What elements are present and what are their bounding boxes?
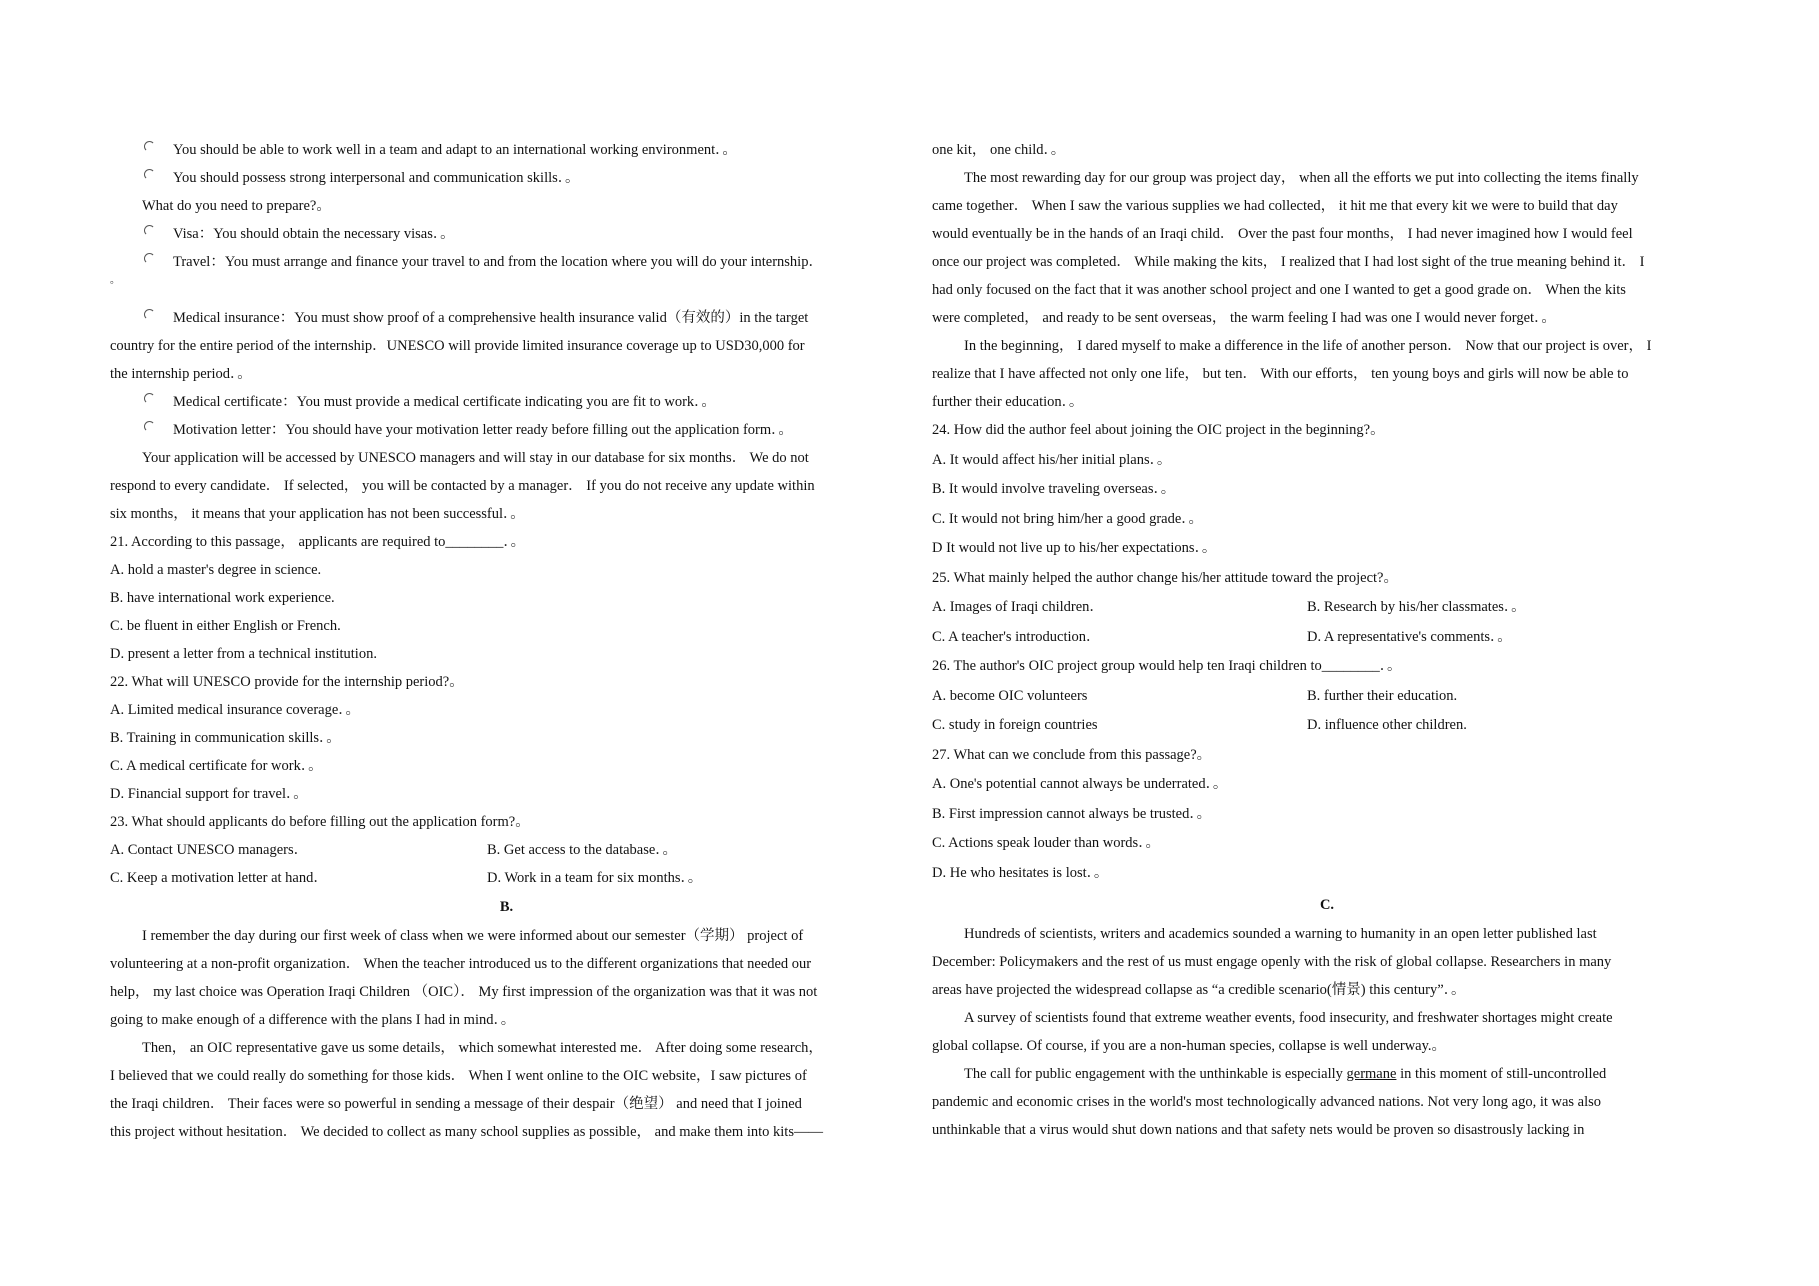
option: D. influence other children. (1307, 717, 1467, 733)
list-item-travel: Travel：You must arrange and finance your travel to and from the location where you will do your internship． (110, 248, 903, 276)
option: C. Actions speak louder than words．。 (932, 835, 1160, 851)
paragraph-line: further their education．。 (932, 394, 1084, 410)
option: D. Work in a team for six months．。 (487, 870, 703, 886)
option: A. Limited medical insurance coverage．。 (110, 702, 361, 718)
right-column (932, 136, 1722, 1144)
option: D. A representative's comments．。 (1307, 628, 1512, 645)
paragraph-line: help， my last choice was Operation Iraqi Children （OIC）． My first impression of the organization was that it was not (110, 984, 818, 1000)
option: A. hold a master's degree in science. (110, 562, 322, 578)
option: B. have international work experience. (110, 590, 335, 606)
option: C. It would not bring him/her a good grade．。 (932, 510, 1204, 527)
paragraph-line: would eventually be in the hands of an Iraqi child． Over the past four months， I had never imagined how I would feel (932, 226, 1633, 242)
paragraph-line: The most rewarding day for our group was project day， when all the efforts we put into collecting the items finally (964, 170, 1639, 186)
radio-bullet-icon (144, 169, 155, 180)
question-27: 27. What can we conclude from this passage?。 (932, 746, 1212, 763)
list-item-certificate: Medical certificate：You must provide a medical certificate indicating you are fit to work．。 (110, 388, 903, 416)
paragraph-line: unthinkable that a virus would shut down nations and that safety nets would be proven so disastrously lacking in (932, 1122, 1585, 1138)
option: A. become OIC volunteers (932, 687, 1088, 704)
option: C. A medical certificate for work．。 (110, 758, 323, 774)
paragraph-line: December: Policymakers and the rest of us must engage openly with the risk of global collapse. Researchers in many (932, 954, 1612, 970)
option: C. be fluent in either English or French. (110, 618, 341, 634)
question-22: 22. What will UNESCO provide for the internship period?。 (110, 674, 464, 690)
paragraph-line: this project without hesitation． We decided to collect as many school supplies as possible， and make them into kits—— (110, 1124, 823, 1140)
option: B. Research by his/her classmates．。 (1307, 599, 1526, 615)
paragraph-line: were completed， and ready to be sent overseas， the warm feeling I had was one I would never forget．。 (932, 310, 1556, 326)
paragraph-line: I believed that we could really do something for those kids． When I went online to the OIC website，I saw pictures of (110, 1068, 807, 1084)
paragraph-line: the Iraqi children． Their faces were so powerful in sending a message of their despair（绝望） and need that I joined (110, 1096, 802, 1112)
option-row (932, 682, 1722, 712)
paragraph-line: Your application will be accessed by UNESCO managers and will stay in our database for six months． We do not (142, 450, 809, 466)
option: B. further their education. (1307, 687, 1458, 704)
radio-bullet-icon (144, 141, 155, 152)
option: D It would not live up to his/her expectations．。 (932, 540, 1217, 556)
option: B. Get access to the database．。 (487, 842, 678, 858)
list-item-medical-insurance: Medical insurance：You must show proof of a comprehensive health insurance valid（有效的）in the target (110, 304, 903, 332)
paragraph-line: In the beginning， I dared myself to make a difference in the life of another person． Now that our project is over， I (964, 338, 1652, 354)
list-item: You should be able to work well in a team and adapt to an international working environment．。 (110, 136, 903, 164)
paragraph-line: A survey of scientists found that extreme weather events, food insecurity, and freshwater shortages might create (964, 1010, 1613, 1026)
paragraph-line: one kit， one child．。 (932, 142, 1066, 158)
option: A. Contact UNESCO managers． (110, 842, 309, 858)
option-row (110, 836, 903, 864)
paragraph-line: country for the entire period of the internship．UNESCO will provide limited insurance coverage up to USD30,000 for (110, 338, 805, 354)
option: C. study in foreign countries (932, 717, 1098, 733)
option: B. First impression cannot always be trusted．。 (932, 805, 1212, 822)
list-item-visa: Visa：You should obtain the necessary visas．。 (110, 220, 903, 248)
left-column (110, 136, 903, 1146)
paragraph-line: once our project was completed． While making the kits， I realized that I had lost sight of the true meaning behind it． I (932, 254, 1645, 270)
prepare-heading: What do you need to prepare?。 (142, 198, 331, 214)
option: C. A teacher's introduction． (932, 628, 1101, 645)
list-item: You should possess strong interpersonal and communication skills．。 (110, 164, 903, 192)
section-heading-b: B. (499, 899, 514, 915)
stray-mark: 。 (110, 275, 120, 286)
paragraph-line: global collapse. Of course, if you are a non-human species, collapse is well underway.。 (932, 1038, 1447, 1054)
question-26: 26. The author's OIC project group would help ten Iraqi children to________．。 (932, 658, 1402, 674)
paragraph-line: volunteering at a non-profit organization． When the teacher introduced us to the different organizations that needed our (110, 956, 812, 972)
paragraph-line: pandemic and economic crises in the world's most technologically advanced nations. Not very long ago, it was also (932, 1094, 1602, 1110)
option: D. He who hesitates is lost．。 (932, 864, 1109, 881)
list-item-motivation: Motivation letter：You should have your motivation letter ready before filling out the application form．。 (110, 416, 903, 444)
question-24: 24. How did the author feel about joining the OIC project in the beginning?。 (932, 422, 1385, 438)
option: A. Images of Iraqi children． (932, 599, 1104, 615)
radio-bullet-icon (144, 253, 155, 264)
section-heading-c: C. (1319, 897, 1335, 913)
option-row (932, 711, 1722, 741)
paragraph-line: going to make enough of a difference with the plans I had in mind．。 (110, 1012, 516, 1028)
option: D. Financial support for travel．。 (110, 786, 308, 802)
underlined-word: germane (1346, 1066, 1397, 1082)
option: A. One's potential cannot always be underrated．。 (932, 776, 1228, 792)
paragraph-line: the internship period．。 (110, 366, 252, 382)
option-row (110, 864, 903, 892)
radio-bullet-icon (144, 393, 155, 404)
option-row (932, 623, 1722, 653)
paragraph-line: had only focused on the fact that it was another school project and one I wanted to get a good grade on． When the kits (932, 282, 1626, 298)
option: B. It would involve traveling overseas．。 (932, 481, 1176, 497)
option-row (932, 593, 1722, 623)
question-25: 25. What mainly helped the author change his/her attitude toward the project?。 (932, 569, 1398, 586)
option: C. Keep a motivation letter at hand． (110, 870, 328, 886)
question-23: 23. What should applicants do before filling out the application form?。 (110, 814, 530, 830)
paragraph-line: areas have projected the widespread collapse as “a credible scenario(情景) this century”．。 (932, 982, 1466, 998)
paragraph-line: Hundreds of scientists, writers and academics sounded a warning to humanity in an open letter published last (964, 926, 1597, 942)
paragraph-line: six months， it means that your application has not been successful．。 (110, 506, 525, 522)
paragraph-line: respond to every candidate． If selected， you will be contacted by a manager． If you do not receive any update within (110, 478, 815, 494)
paragraph-line: came together． When I saw the various supplies we had collected， it hit me that every kit we were to build that day (932, 198, 1618, 214)
paragraph-line: The call for public engagement with the unthinkable is especially germane in this moment of still-uncontrolled (964, 1066, 1607, 1082)
question-21: 21. According to this passage， applicants are required to________．。 (110, 534, 526, 550)
radio-bullet-icon (144, 421, 155, 432)
paragraph-line: I remember the day during our first week of class when we were informed about our semester（学期） project of (142, 928, 804, 944)
paragraph-line: realize that I have affected not only one life， but ten． With our efforts， ten young boys and girls will now be able to (932, 366, 1629, 382)
radio-bullet-icon (144, 225, 155, 236)
paragraph-line: Then， an OIC representative gave us some details， which somewhat interested me． After doing some research， (142, 1040, 823, 1056)
option: B. Training in communication skills．。 (110, 730, 341, 746)
radio-bullet-icon (144, 309, 155, 320)
option: D. present a letter from a technical institution. (110, 646, 377, 662)
option: A. It would affect his/her initial plans．。 (932, 451, 1172, 468)
